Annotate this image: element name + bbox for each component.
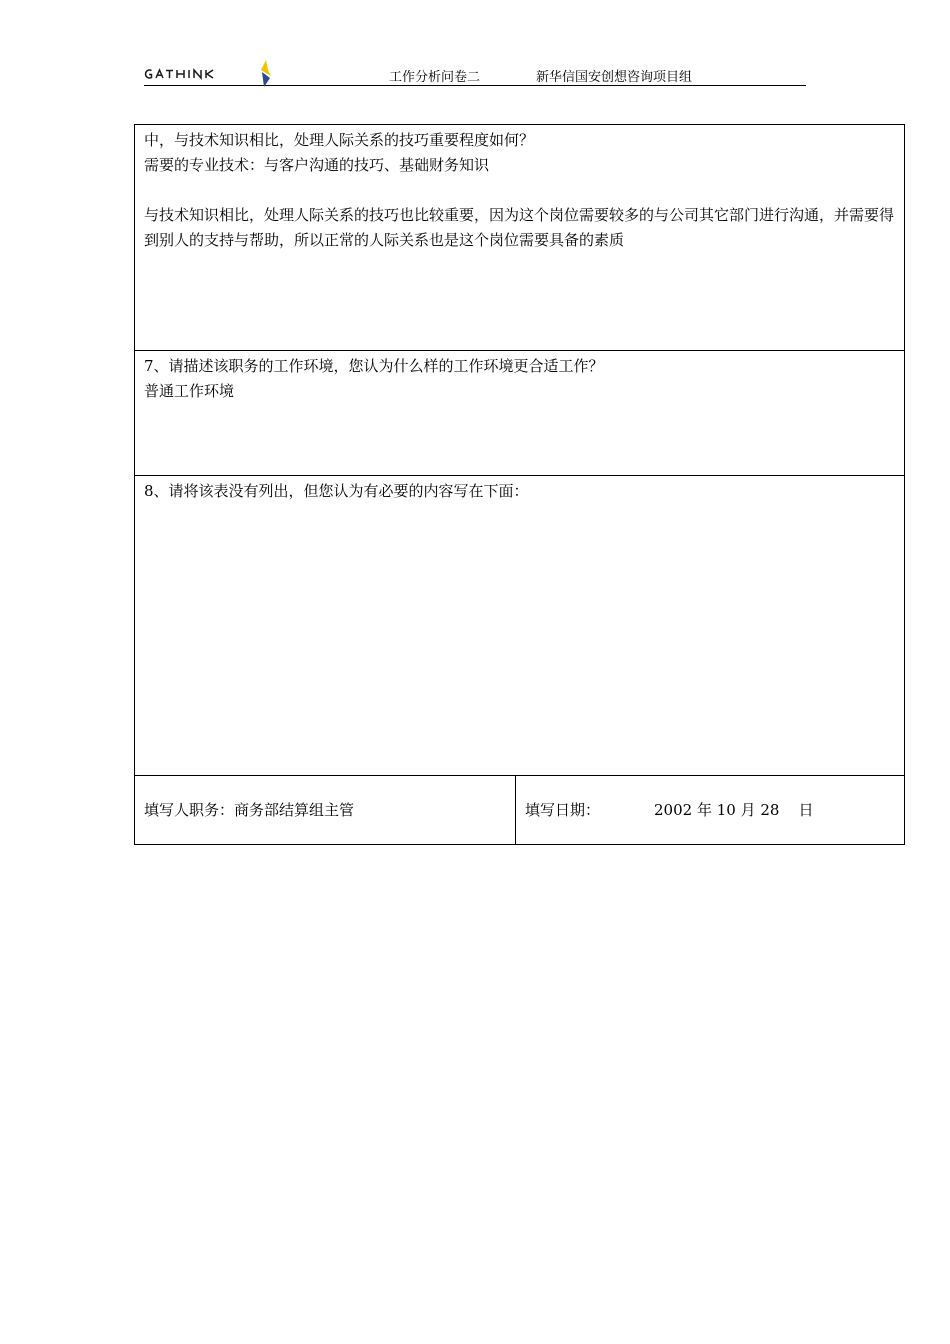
page-header [144,56,806,86]
gathink-wordmark [146,70,213,78]
project-group-name: 新华信国安创想咨询项目组 [536,70,693,85]
question-7-row [135,351,905,476]
signature-row [135,776,905,845]
questionnaire-table [134,124,905,845]
question-6-cell[interactable] [135,125,905,351]
filler-position-cell[interactable] [135,776,516,845]
question-6-text: 中，与技术知识相比，处理人际关系的技巧重要程度如何？ [144,131,535,149]
gathink-logo [144,58,284,88]
question-7-answer: 普通工作环境 [144,382,235,400]
question-7-cell[interactable] [135,351,905,476]
question-6-answer: 与技术知识相比，处理人际关系的技巧也比较重要，因为这个岗位需要较多的与公司其它部门进行沟通，并需要得到别人的支持与帮助，所以正常的人际关系也是这个岗位需要具备的素质 [144,206,895,249]
fill-date-cell[interactable] [516,776,905,845]
gathink-emblem [261,60,271,87]
question-8-cell[interactable] [135,476,905,776]
question-6-row [135,125,905,351]
spacer [144,178,895,203]
question-8-row [135,476,905,776]
filler-position-text: 填写人职务：商务部结算组主管 [144,800,355,819]
document-title: 工作分析问卷二 [389,70,481,85]
fill-date-value: 2002 年 10 月 28 日 [654,800,814,819]
required-skills-text: 需要的专业技术：与客户沟通的技巧、基础财务知识 [144,156,490,174]
fill-date-label: 填写日期： [525,800,601,819]
question-8-text: 8、请将该表没有列出，但您认为有必要的内容写在下面： [144,482,529,500]
question-7-text: 7、请描述该职务的工作环境，您认为什么样的工作环境更合适工作？ [144,357,604,375]
